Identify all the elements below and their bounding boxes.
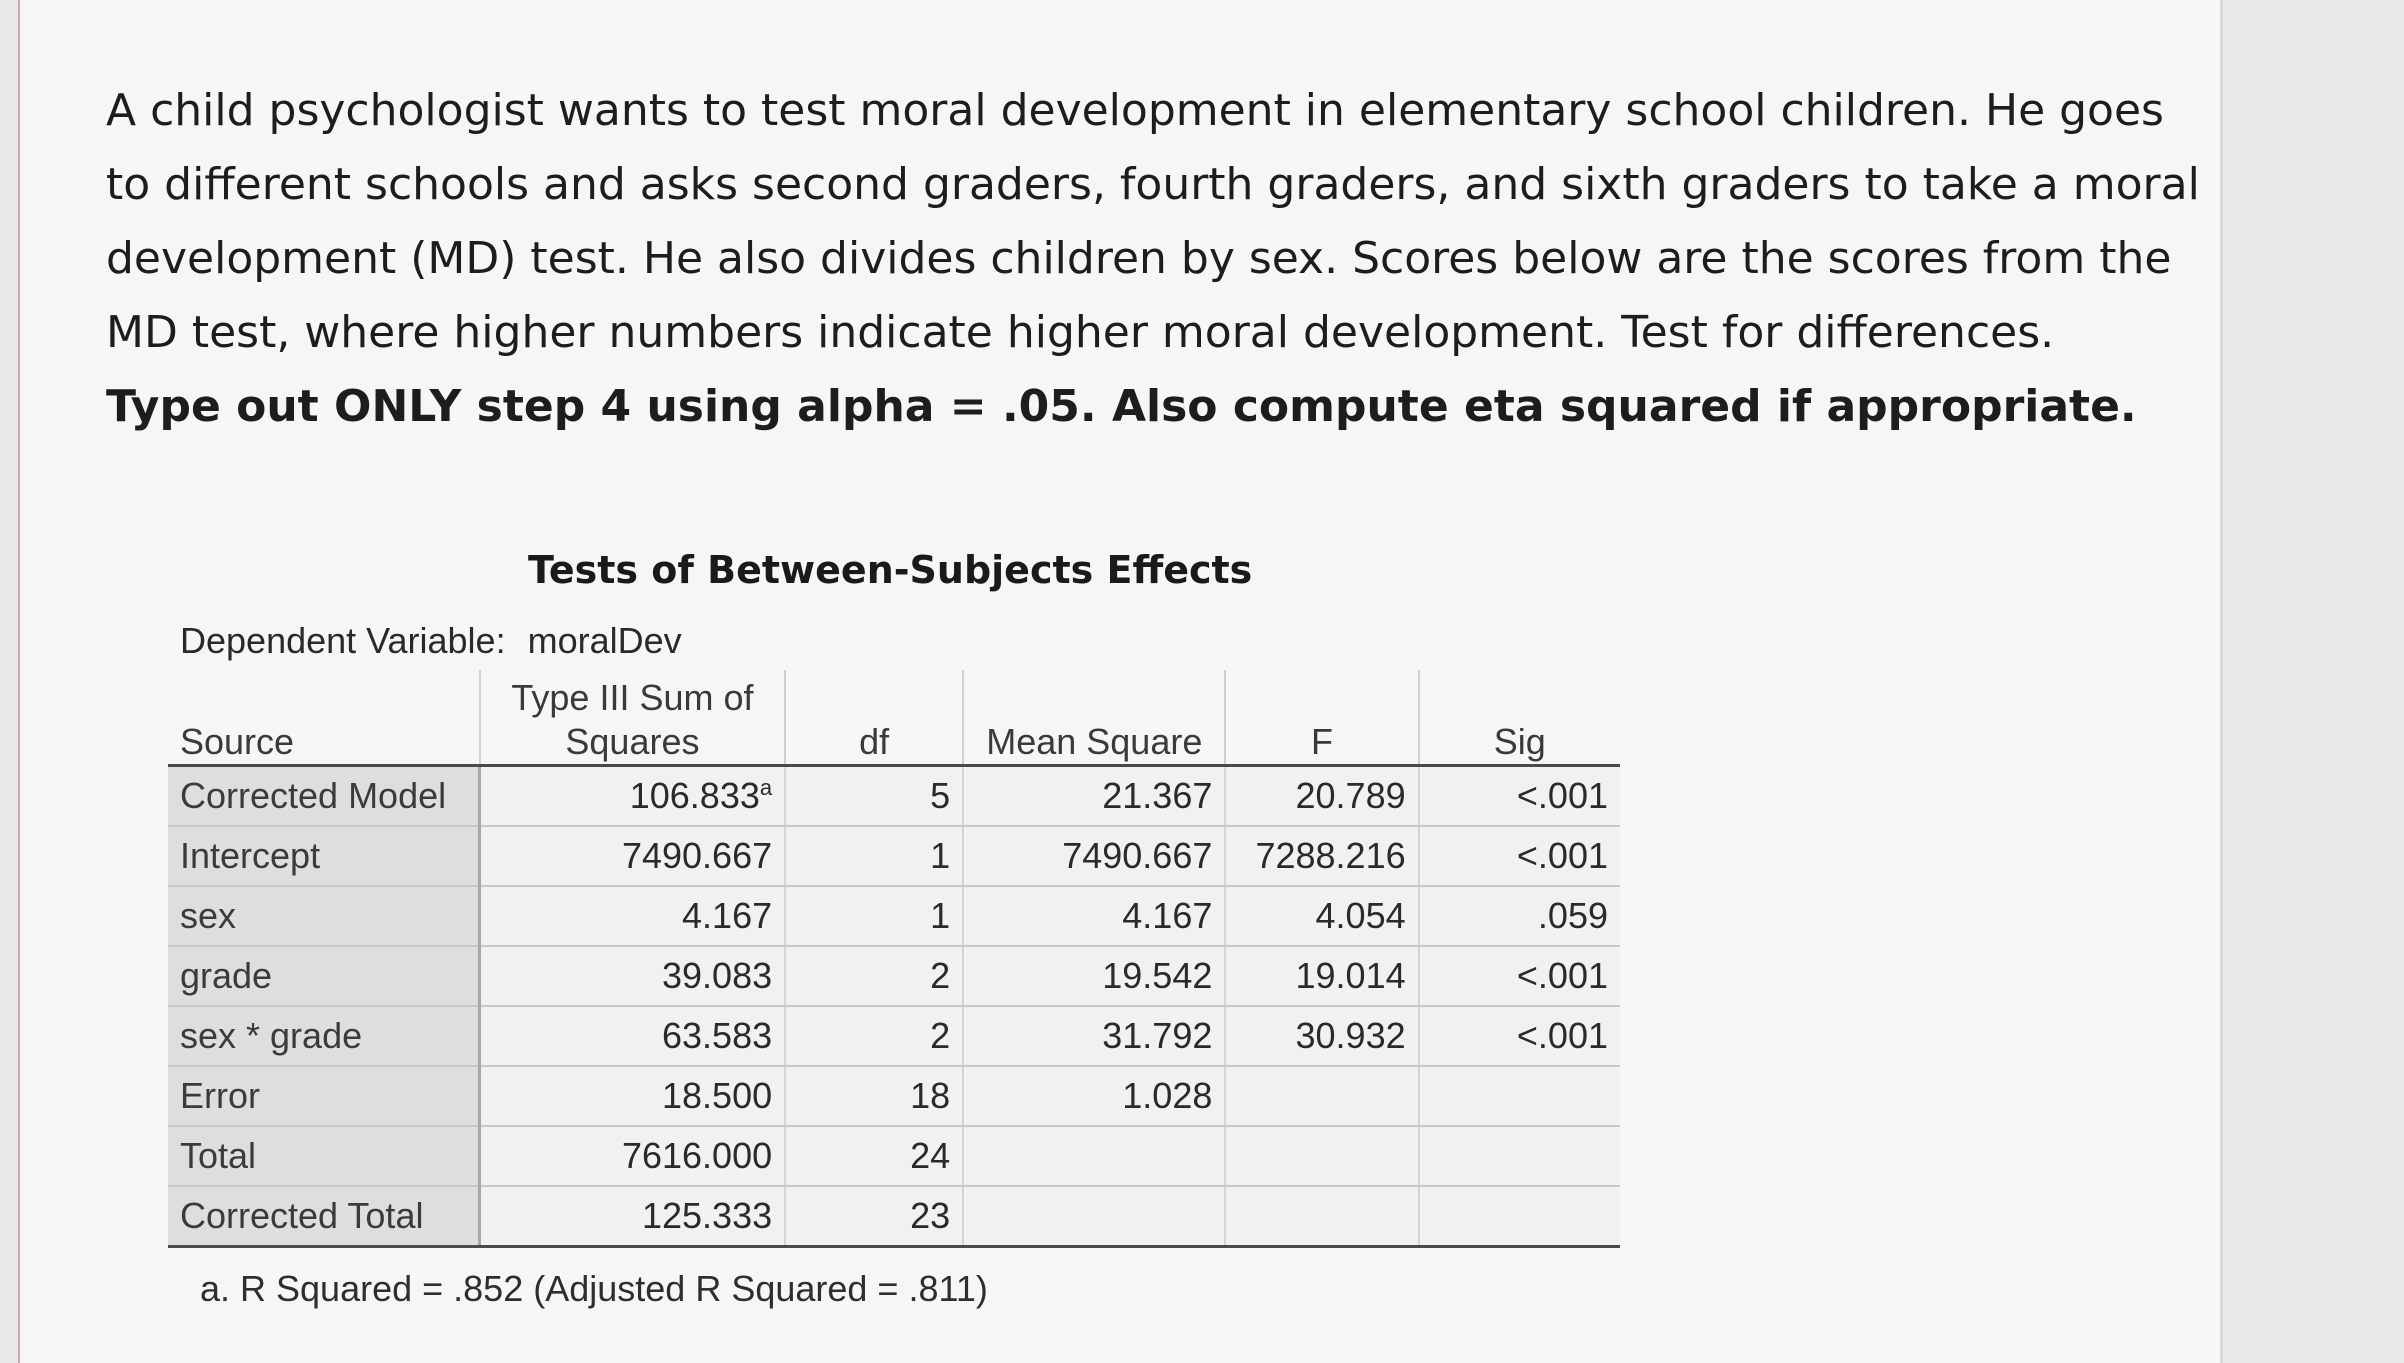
row-sig: <.001: [1419, 1006, 1620, 1066]
table-row: [168, 886, 1620, 946]
row-ss-footnote-mark: a: [759, 775, 773, 800]
header-ss-line2: Squares: [565, 721, 700, 762]
question-line: to different schools and asks second graders, fourth graders, and sixth graders to take a moral: [106, 159, 2200, 210]
row-source: Intercept: [168, 826, 480, 886]
row-ss: 18.500: [480, 1066, 785, 1126]
question-line: A child psychologist wants to test moral development in elementary school children. He goes: [106, 85, 2164, 136]
question-line: development (MD) test. He also divides children by sex. Scores below are the scores from the: [106, 233, 2172, 284]
row-df: 1: [785, 826, 963, 886]
row-source: grade: [168, 946, 480, 1006]
row-ms: [963, 1126, 1225, 1186]
header-f: F: [1225, 670, 1418, 766]
header-mean-square: Mean Square: [963, 670, 1225, 766]
row-ms: [963, 1186, 1225, 1247]
row-df: 5: [785, 766, 963, 827]
row-source: Total: [168, 1126, 480, 1186]
anova-table: [168, 670, 1620, 1248]
row-ss: 7490.667: [480, 826, 785, 886]
worksheet-page: [18, 0, 2223, 1363]
row-ms: 1.028: [963, 1066, 1225, 1126]
row-ss: 4.167: [480, 886, 785, 946]
table-row: [168, 766, 1620, 827]
table-row: [168, 1126, 1620, 1186]
row-ss: 7616.000: [480, 1126, 785, 1186]
row-ss: 39.083: [480, 946, 785, 1006]
row-f: 19.014: [1225, 946, 1418, 1006]
row-f: 20.789: [1225, 766, 1418, 827]
table-row: [168, 1186, 1620, 1247]
table-header-row: [168, 670, 1620, 766]
row-df: 23: [785, 1186, 963, 1247]
row-df: 2: [785, 1006, 963, 1066]
row-f: [1225, 1126, 1418, 1186]
row-source: Corrected Model: [168, 766, 480, 827]
row-ms: 4.167: [963, 886, 1225, 946]
table-footnote: a. R Squared = .852 (Adjusted R Squared = .811): [200, 1268, 988, 1309]
row-ss: 125.333: [480, 1186, 785, 1247]
row-ss-value: 106.833: [629, 775, 760, 816]
row-source: sex: [168, 886, 480, 946]
row-sig: [1419, 1066, 1620, 1126]
row-sig: [1419, 1186, 1620, 1247]
row-sig: <.001: [1419, 766, 1620, 827]
question-line: MD test, where higher numbers indicate higher moral development. Test for differences.: [106, 307, 2055, 358]
row-f: 4.054: [1225, 886, 1418, 946]
dependent-variable-label: Dependent Variable:: [180, 620, 506, 661]
row-ss: [480, 766, 785, 827]
row-source: sex * grade: [168, 1006, 480, 1066]
row-df: 18: [785, 1066, 963, 1126]
row-df: 1: [785, 886, 963, 946]
question-text: [106, 74, 2200, 444]
header-sum-of-squares: [480, 670, 785, 766]
table-row: [168, 826, 1620, 886]
header-df: df: [785, 670, 963, 766]
dependent-variable: [180, 620, 704, 662]
table-row: [168, 1066, 1620, 1126]
row-ms: 31.792: [963, 1006, 1225, 1066]
row-source: Corrected Total: [168, 1186, 480, 1247]
output-title: Tests of Between-Subjects Effects: [528, 548, 1253, 592]
dependent-variable-value: moralDev: [527, 620, 682, 661]
row-sig: [1419, 1126, 1620, 1186]
header-sig: Sig: [1419, 670, 1620, 766]
row-f: [1225, 1186, 1418, 1247]
header-source: Source: [168, 670, 480, 766]
row-f: 30.932: [1225, 1006, 1418, 1066]
row-ms: 21.367: [963, 766, 1225, 827]
row-f: [1225, 1066, 1418, 1126]
question-instruction: Type out ONLY step 4 using alpha = .05. Also compute eta squared if appropriate.: [106, 381, 2137, 432]
row-df: 2: [785, 946, 963, 1006]
table-row: [168, 1006, 1620, 1066]
row-source: Error: [168, 1066, 480, 1126]
row-ss: 63.583: [480, 1006, 785, 1066]
row-ms: 19.542: [963, 946, 1225, 1006]
row-ms: 7490.667: [963, 826, 1225, 886]
row-sig: <.001: [1419, 946, 1620, 1006]
row-f: 7288.216: [1225, 826, 1418, 886]
table-row: [168, 946, 1620, 1006]
header-ss-line1: Type III Sum of: [511, 677, 754, 718]
row-df: 24: [785, 1126, 963, 1186]
row-sig: .059: [1419, 886, 1620, 946]
row-sig: <.001: [1419, 826, 1620, 886]
